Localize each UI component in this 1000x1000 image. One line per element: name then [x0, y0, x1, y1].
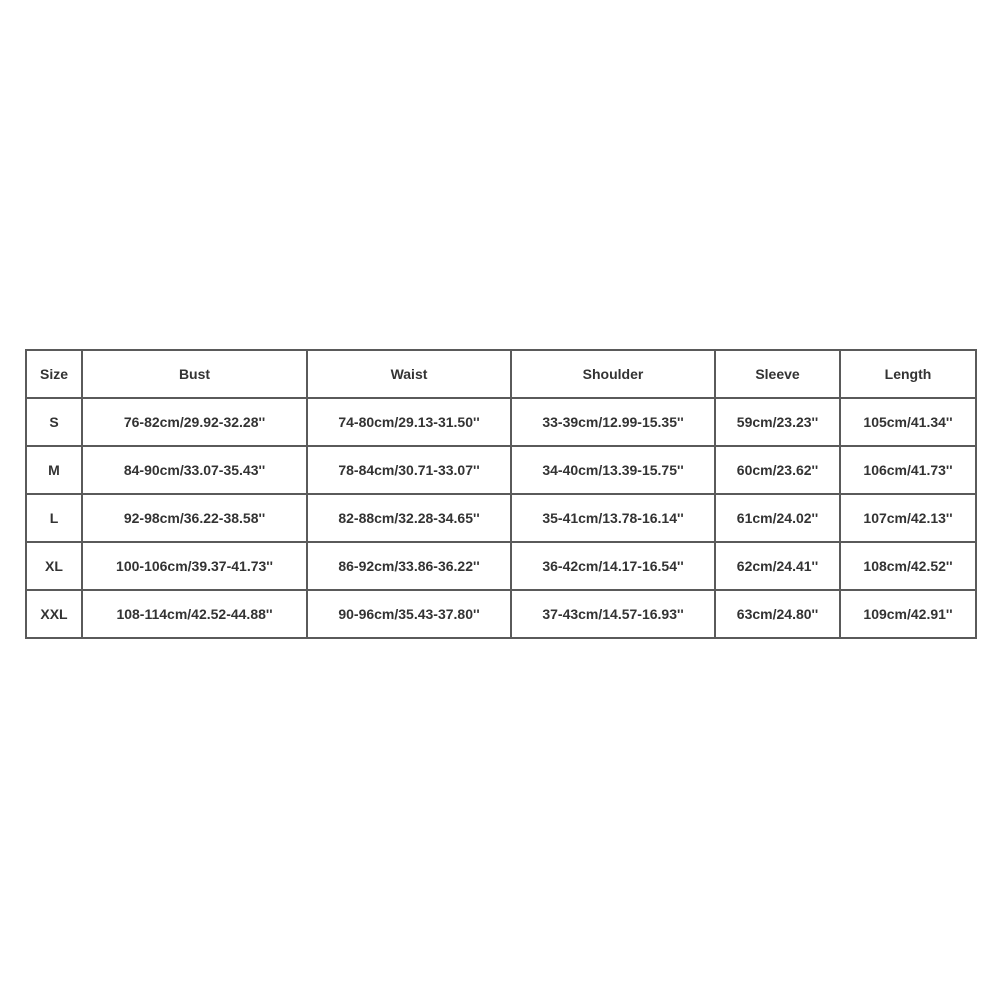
cell-size: XL	[26, 542, 82, 590]
cell-shoulder: 37-43cm/14.57-16.93''	[511, 590, 715, 638]
size-chart-table	[25, 349, 977, 639]
header-sleeve: Sleeve	[715, 350, 840, 398]
cell-sleeve: 59cm/23.23''	[715, 398, 840, 446]
cell-sleeve: 63cm/24.80''	[715, 590, 840, 638]
table-row	[26, 494, 976, 542]
cell-shoulder: 36-42cm/14.17-16.54''	[511, 542, 715, 590]
cell-sleeve: 61cm/24.02''	[715, 494, 840, 542]
cell-shoulder: 34-40cm/13.39-15.75''	[511, 446, 715, 494]
cell-length: 108cm/42.52''	[840, 542, 976, 590]
header-waist: Waist	[307, 350, 511, 398]
cell-shoulder: 33-39cm/12.99-15.35''	[511, 398, 715, 446]
cell-shoulder: 35-41cm/13.78-16.14''	[511, 494, 715, 542]
table-header-row	[26, 350, 976, 398]
header-size: Size	[26, 350, 82, 398]
cell-size: S	[26, 398, 82, 446]
cell-waist: 86-92cm/33.86-36.22''	[307, 542, 511, 590]
cell-length: 105cm/41.34''	[840, 398, 976, 446]
cell-bust: 84-90cm/33.07-35.43''	[82, 446, 307, 494]
header-shoulder: Shoulder	[511, 350, 715, 398]
cell-waist: 74-80cm/29.13-31.50''	[307, 398, 511, 446]
cell-size: XXL	[26, 590, 82, 638]
cell-sleeve: 62cm/24.41''	[715, 542, 840, 590]
table-row	[26, 542, 976, 590]
header-bust: Bust	[82, 350, 307, 398]
cell-bust: 76-82cm/29.92-32.28''	[82, 398, 307, 446]
cell-size: M	[26, 446, 82, 494]
cell-size: L	[26, 494, 82, 542]
cell-waist: 82-88cm/32.28-34.65''	[307, 494, 511, 542]
table-row	[26, 590, 976, 638]
table-row	[26, 446, 976, 494]
cell-length: 109cm/42.91''	[840, 590, 976, 638]
cell-bust: 92-98cm/36.22-38.58''	[82, 494, 307, 542]
header-length: Length	[840, 350, 976, 398]
cell-length: 107cm/42.13''	[840, 494, 976, 542]
cell-sleeve: 60cm/23.62''	[715, 446, 840, 494]
cell-bust: 108-114cm/42.52-44.88''	[82, 590, 307, 638]
cell-waist: 78-84cm/30.71-33.07''	[307, 446, 511, 494]
cell-length: 106cm/41.73''	[840, 446, 976, 494]
cell-bust: 100-106cm/39.37-41.73''	[82, 542, 307, 590]
cell-waist: 90-96cm/35.43-37.80''	[307, 590, 511, 638]
table-row	[26, 398, 976, 446]
